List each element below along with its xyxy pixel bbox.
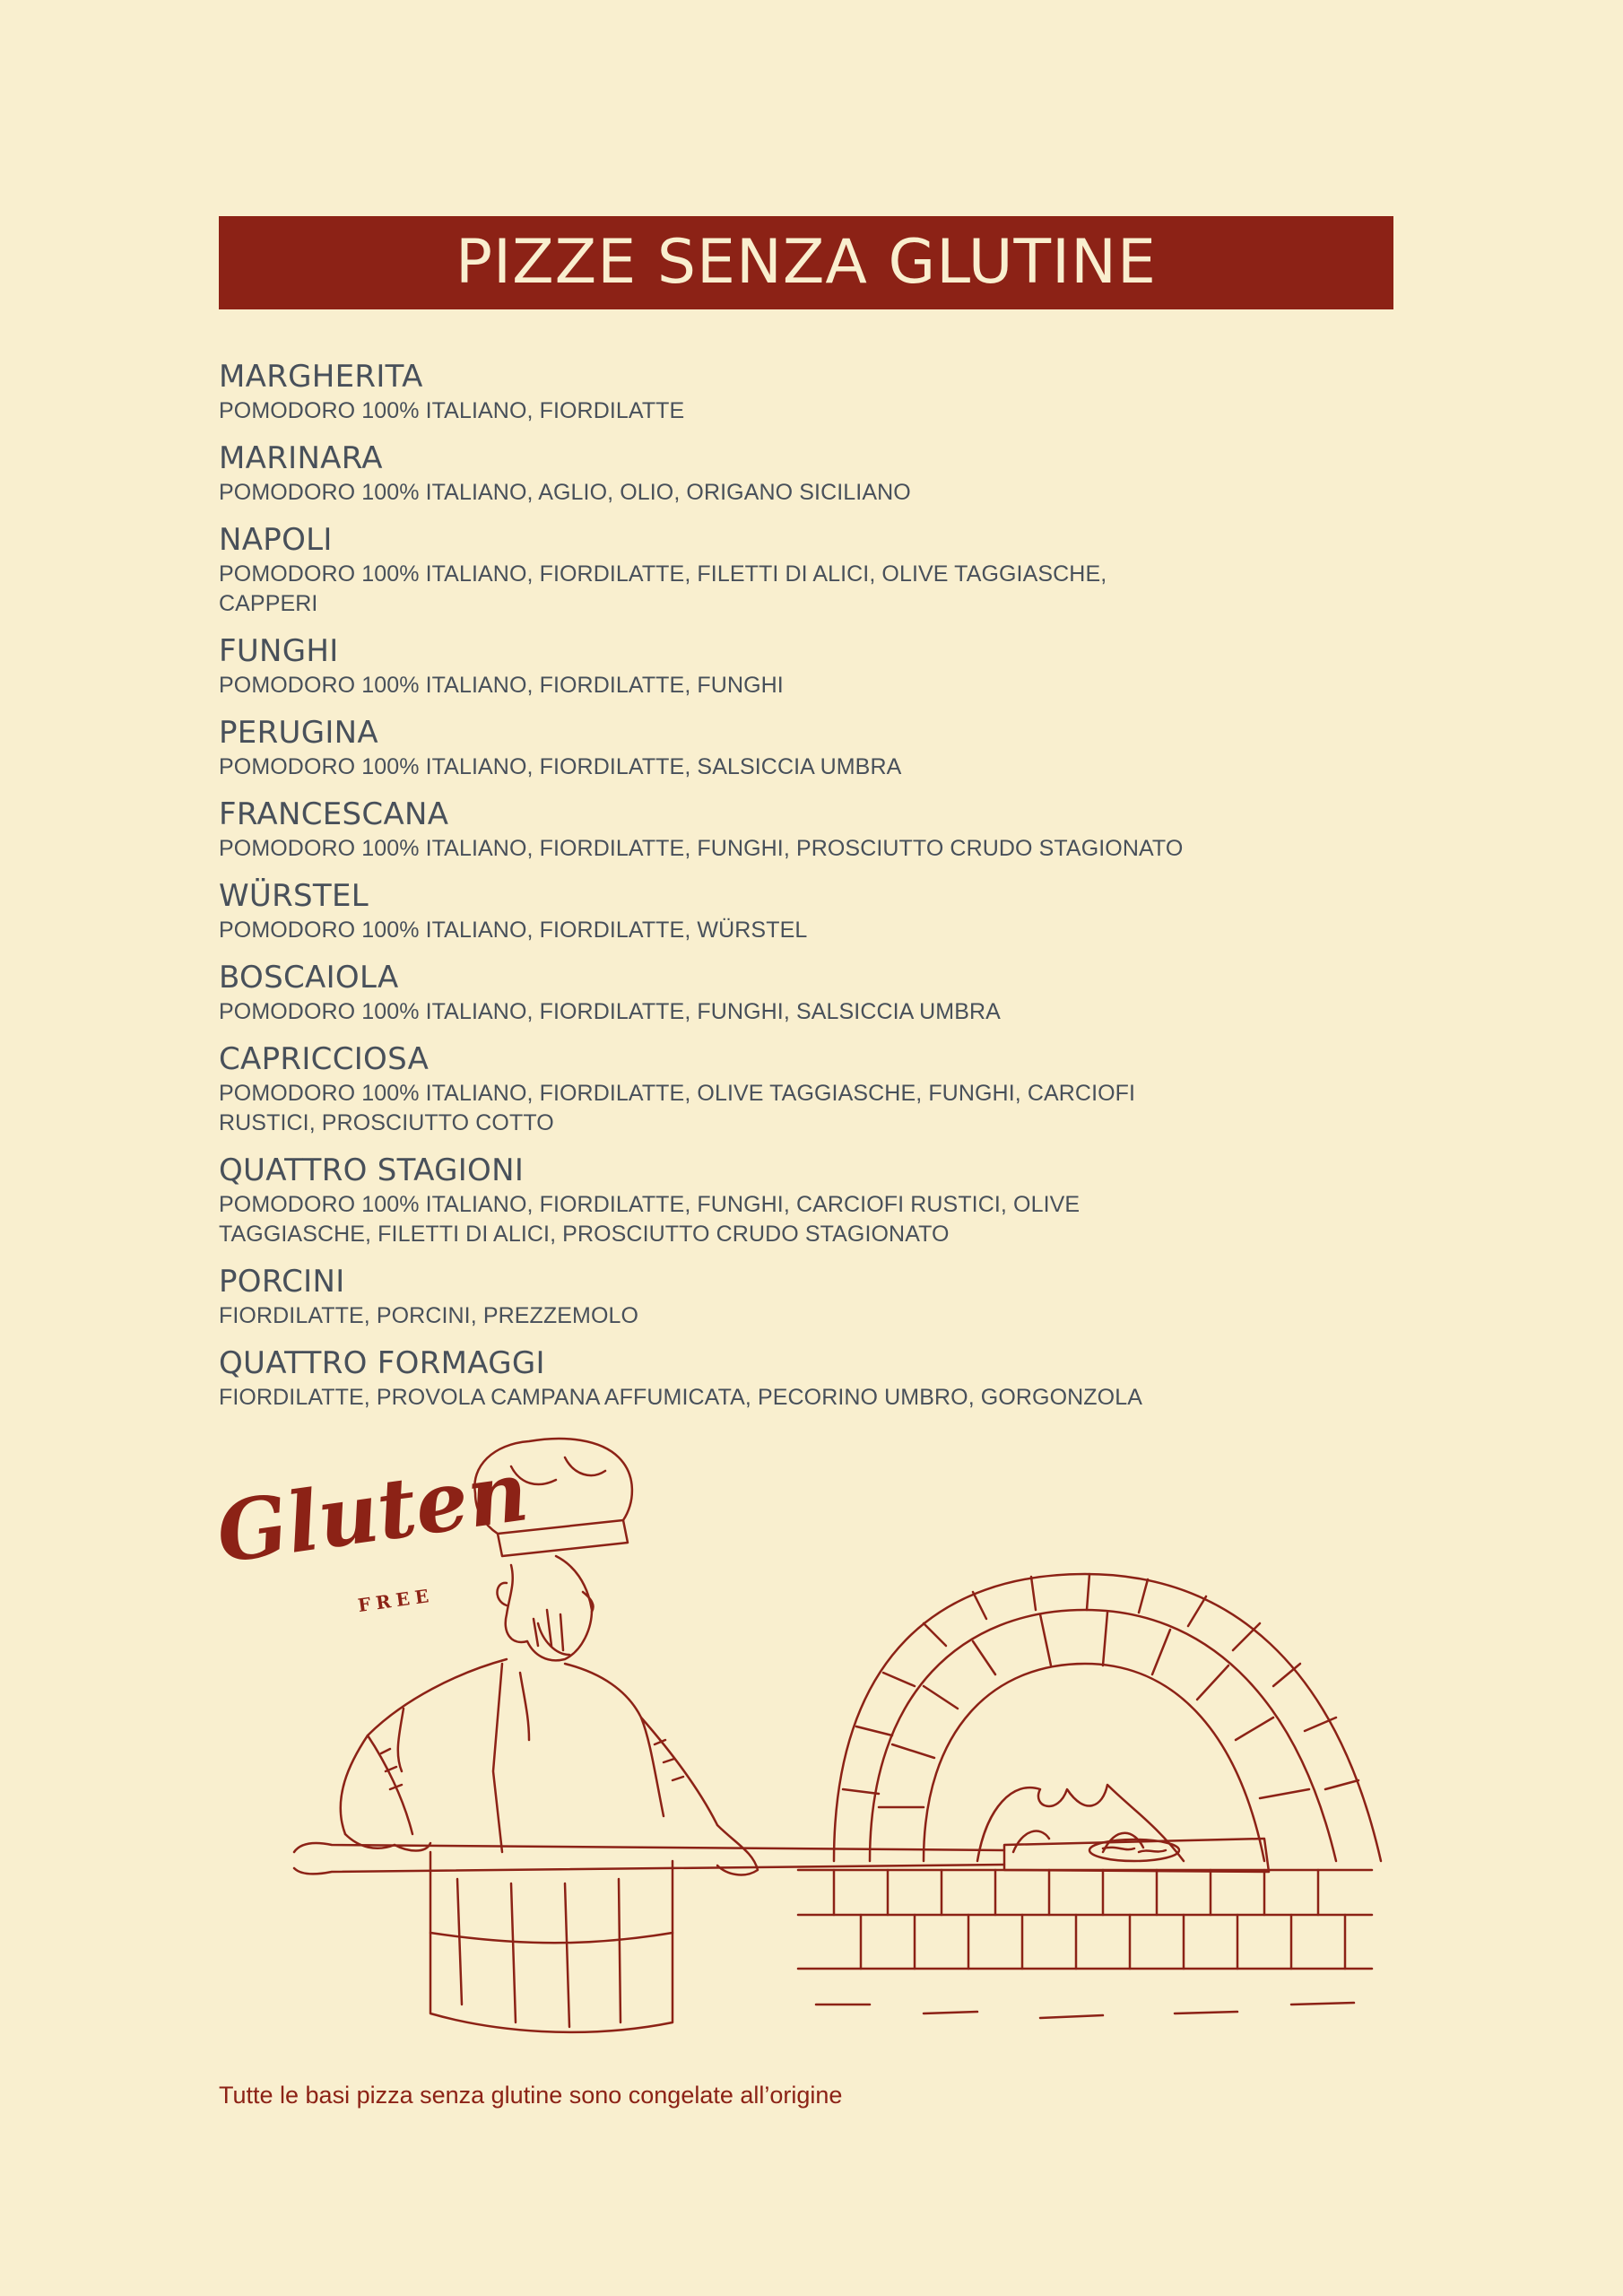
menu-item: [219, 958, 1393, 1027]
pizza-ingredients: POMODORO 100% ITALIANO, FIORDILATTE, OLIVE TAGGIASCHE, FUNGHI, CARCIOFI RUSTICI, PROSCIUTTO COTTO: [219, 1081, 1136, 1135]
pizza-ingredients: POMODORO 100% ITALIANO, FIORDILATTE, FILETTI DI ALICI, OLIVE TAGGIASCHE, CAPPERI: [219, 561, 1107, 616]
pizza-ingredients: POMODORO 100% ITALIANO, FIORDILATTE, FUNGHI, PROSCIUTTO CRUDO STAGIONATO: [219, 836, 1184, 861]
footer-note: Tutte le basi pizza senza glutine sono congelate all’origine: [219, 2082, 843, 2109]
pizza-name: MARINARA: [219, 440, 383, 476]
menu-item: [219, 1039, 1393, 1138]
menu-item: [219, 1344, 1393, 1413]
menu-item: [219, 357, 1393, 426]
logo-lettering: Gluten: [211, 1442, 534, 1582]
logo-subtext: FREE: [356, 1584, 436, 1617]
pizza-ingredients: FIORDILATTE, PORCINI, PREZZEMOLO: [219, 1303, 639, 1328]
pizza-name: FUNGHI: [219, 633, 339, 669]
pizza-name: FRANCESCANA: [219, 796, 449, 832]
pizza-ingredients: POMODORO 100% ITALIANO, AGLIO, OLIO, ORIGANO SICILIANO: [219, 480, 911, 505]
pizza-name: WÜRSTEL: [219, 878, 369, 914]
menu-item: [219, 795, 1393, 864]
title-banner: [219, 216, 1393, 309]
pizza-name: CAPRICCIOSA: [219, 1041, 430, 1077]
pizza-name: NAPOLI: [219, 522, 333, 558]
pizza-ingredients: POMODORO 100% ITALIANO, FIORDILATTE, SALSICCIA UMBRA: [219, 754, 902, 779]
pizza-name: BOSCAIOLA: [219, 960, 399, 996]
pizza-ingredients: POMODORO 100% ITALIANO, FIORDILATTE: [219, 398, 685, 423]
pizza-name: PORCINI: [219, 1264, 345, 1300]
pizza-menu-list: [219, 357, 1393, 1425]
pizza-name: MARGHERITA: [219, 359, 423, 395]
pizza-ingredients: POMODORO 100% ITALIANO, FIORDILATTE, WÜRSTEL: [219, 918, 808, 943]
pizza-name: QUATTRO STAGIONI: [219, 1152, 525, 1188]
pizza-name: QUATTRO FORMAGGI: [219, 1345, 545, 1381]
menu-item: [219, 520, 1393, 619]
menu-item: [219, 1151, 1393, 1249]
menu-item: [219, 439, 1393, 508]
pizza-ingredients: POMODORO 100% ITALIANO, FIORDILATTE, FUNGHI, CARCIOFI RUSTICI, OLIVE TAGGIASCHE, FILETTI DI ALICI, PROSCIUTTO CRUDO STAGIONATO: [219, 1192, 1081, 1247]
menu-item: [219, 713, 1393, 782]
pizza-ingredients: FIORDILATTE, PROVOLA CAMPANA AFFUMICATA, PECORINO UMBRO, GORGONZOLA: [219, 1385, 1142, 1410]
chef: [341, 1439, 758, 2032]
page-title: PIZZE SENZA GLUTINE: [456, 227, 1157, 298]
pizza-name: PERUGINA: [219, 715, 378, 751]
pizza-ingredients: POMODORO 100% ITALIANO, FIORDILATTE, FUNGHI: [219, 673, 784, 698]
oven-base: [798, 1870, 1372, 2018]
oven-dome: [834, 1574, 1381, 1861]
pizza-ingredients: POMODORO 100% ITALIANO, FIORDILATTE, FUNGHI, SALSICCIA UMBRA: [219, 999, 1001, 1024]
menu-item: [219, 631, 1393, 700]
menu-item: [219, 1262, 1393, 1331]
menu-item: [219, 876, 1393, 945]
pizza-chef-oven-illustration-icon: [296, 1431, 1399, 2058]
pizza-peel: [294, 1839, 1269, 1874]
